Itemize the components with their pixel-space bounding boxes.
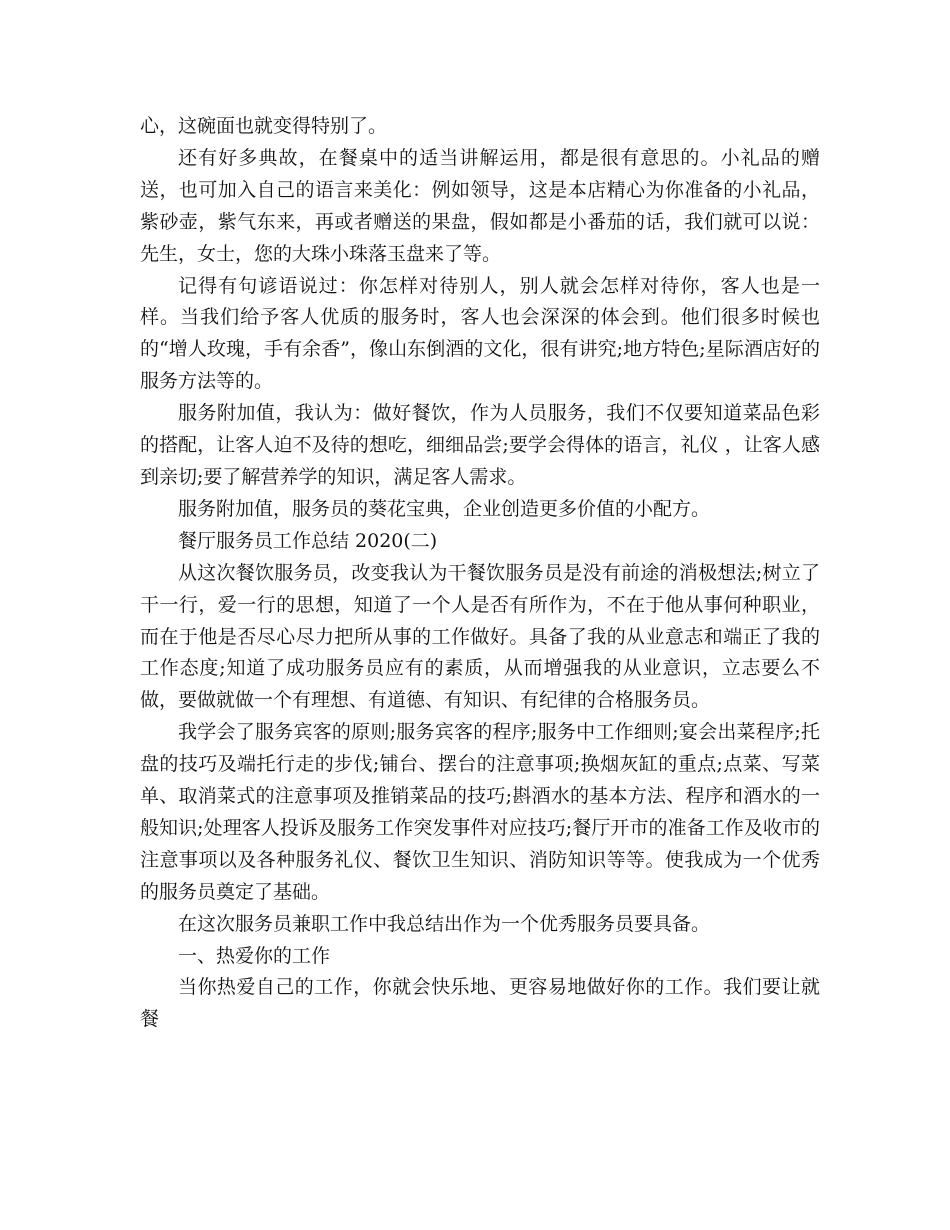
paragraph-skills-learned: 我学会了服务宾客的原则;服务宾客的程序;服务中工作细则;宴会出菜程序;托盘的技巧及端托行走的步伐;铺台、摆台的注意事项;换烟灰缸的重点;点菜、写菜单、取消菜式的注意事项及推销菜品的技巧;斟酒水的基本方法、程序和酒水的一般知识;处理客人投诉及服务工作突发事件对应技巧;餐厅开市的准备工作及收市的注意事项以及各种服务礼仪、餐饮卫生知识、消防知识等等。使我成为一个优秀的服务员奠定了基础。 xyxy=(140,721,820,903)
paragraph-summary-intro: 在这次服务员兼职工作中我总结出作为一个优秀服务员要具备。 xyxy=(178,912,711,935)
section-heading: 餐厅服务员工作总结 2020(二) xyxy=(178,529,438,552)
paragraph-mindset-change: 从这次餐饮服务员，改变我认为干餐饮服务员是没有前途的消极想法;树立了干一行，爱一行的思想，知道了一个人是否有所作为，不在于他从事何种职业，而在于他是否尽心尽力把所从事的工作做好。具备了我的从业意志和端正了我的工作态度;知道了成功服务员应有的素质，从而增强我的从业意识，立志要么不做，要做就做一个有理想、有道德、有知识、有纪律的合格服务员。 xyxy=(140,561,820,712)
subheading-love-your-work: 一、热爱你的工作 xyxy=(178,944,331,967)
paragraph-added-value: 服务附加值，我认为：做好餐饮，作为人员服务，我们不仅要知道菜品色彩的搭配，让客人迫不及待的想吃，细细品尝;要学会得体的语言，礼仪 ，让客人感到亲切;要了解营养学的知识，满足客人需求。 xyxy=(140,402,820,488)
paragraph-proverb: 记得有句谚语说过：你怎样对待别人，别人就会怎样对待你，客人也是一样。当我们给予客人优质的服务时，客人也会深深的体会到。他们很多时候也的“增人玫瑰，手有余香”，像山东倒酒的文化，很有讲究;地方特色;星际酒店好的服务方法等的。 xyxy=(140,274,820,393)
document-body xyxy=(140,111,820,1036)
paragraph-love-your-work: 当你热爱自己的工作，你就会快乐地、更容易地做好你的工作。我们要让就餐 xyxy=(140,976,820,1031)
paragraph-allusions-and-gifts: 还有好多典故，在餐桌中的适当讲解运用，都是很有意思的。小礼品的赠送，也可加入自己的语言来美化：例如领导，这是本店精心为你准备的小礼品，紫砂壶，紫气东来，再或者赠送的果盘，假如都是小番茄的话，我们就可以说：先生，女士，您的大珠小珠落玉盘来了等。 xyxy=(140,146,820,265)
paragraph-secret-recipe: 服务附加值，服务员的葵花宝典，企业创造更多价值的小配方。 xyxy=(178,497,711,520)
paragraph-continuation: 心，这碗面也就变得特别了。 xyxy=(140,115,388,137)
